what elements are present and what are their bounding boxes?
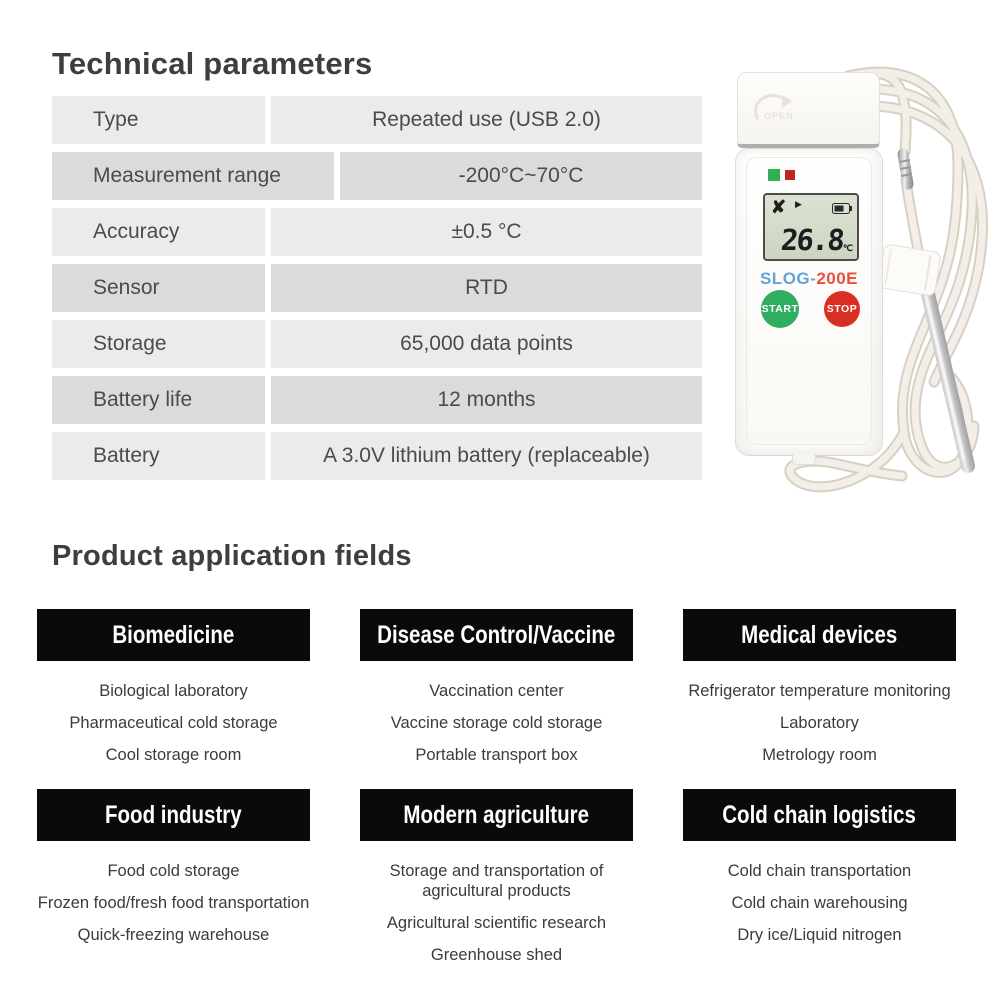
category-item: Frozen food/fresh food transportation (37, 894, 310, 912)
category-medical-devices (683, 609, 956, 789)
category-item: Agricultural scientific research (386, 914, 607, 932)
play-icon: ▶ (795, 199, 802, 209)
cable-sleeve-band (878, 244, 941, 296)
category-item: Pharmaceutical cold storage (69, 714, 278, 732)
spec-row (52, 152, 702, 200)
category-item: Cold chain transportation (727, 862, 912, 880)
category-list (37, 675, 310, 771)
spec-value: RTD (271, 264, 702, 312)
category-item: Greenhouse shed (430, 946, 563, 964)
application-fields-grid (37, 609, 956, 971)
model-label (736, 269, 882, 289)
temperature-unit: ℃ (842, 243, 853, 253)
category-list (683, 675, 956, 771)
model-suffix: 200E (816, 269, 859, 288)
category-food-industry (37, 789, 310, 971)
spec-label: Type (52, 96, 265, 144)
category-item: Metrology room (762, 746, 877, 764)
spec-label: Accuracy (52, 208, 265, 256)
start-button: START (761, 290, 799, 328)
category-cold-chain-logistics (683, 789, 956, 971)
category-item: Portable transport box (415, 746, 578, 764)
device-body (735, 148, 883, 456)
battery-icon (832, 201, 852, 219)
spec-row (52, 208, 702, 256)
spec-label: Storage (52, 320, 265, 368)
category-header: Disease Control/Vaccine (360, 609, 633, 661)
lcd-display (763, 193, 859, 261)
category-item: Cold chain warehousing (731, 894, 908, 912)
spec-value: -200°C~70°C (340, 152, 702, 200)
category-item: Storage and transportation of agricultural products (389, 862, 604, 900)
category-header: Medical devices (683, 609, 956, 661)
open-arrow-icon (752, 89, 798, 125)
category-list (37, 855, 310, 951)
category-item: Refrigerator temperature monitoring (688, 682, 951, 700)
green-indicator-led (768, 169, 780, 181)
spec-row (52, 320, 702, 368)
category-biomedicine (37, 609, 310, 789)
category-item: Dry ice/Liquid nitrogen (737, 926, 902, 944)
stop-button: STOP (824, 291, 860, 327)
category-header: Biomedicine (37, 609, 310, 661)
model-prefix: SLOG- (759, 269, 817, 288)
category-header: Modern agriculture (360, 789, 633, 841)
category-item: Vaccine storage cold storage (390, 714, 603, 732)
spec-label: Sensor (52, 264, 265, 312)
spec-value: 12 months (271, 376, 702, 424)
app-section-title: Product application fields (52, 540, 412, 572)
category-item: Laboratory (780, 714, 859, 732)
category-modern-agriculture (360, 789, 633, 971)
record-icon: ✘ (771, 197, 787, 217)
spec-row (52, 376, 702, 424)
tech-parameters-table (52, 96, 702, 488)
spec-value: A 3.0V lithium battery (replaceable) (271, 432, 702, 480)
tech-section-title: Technical parameters (52, 46, 373, 81)
data-logger-product-photo (700, 60, 1000, 520)
spec-label: Measurement range (52, 152, 334, 200)
category-header: Food industry (37, 789, 310, 841)
spec-value: ±0.5 °C (271, 208, 702, 256)
spec-row (52, 432, 702, 480)
category-list (360, 855, 633, 971)
spec-value: 65,000 data points (271, 320, 702, 368)
category-item: Vaccination center (429, 682, 564, 700)
device-cap (737, 72, 880, 148)
spec-label: Battery life (52, 376, 265, 424)
category-item: Biological laboratory (99, 682, 248, 700)
temperature-reading: 26.8 (779, 223, 845, 257)
cable-exit-nub (792, 454, 816, 465)
category-list (683, 855, 956, 951)
spec-value: Repeated use (USB 2.0) (271, 96, 702, 144)
open-label: OPEN (764, 111, 794, 121)
category-item: Cool storage room (105, 746, 242, 764)
category-item: Quick-freezing warehouse (77, 926, 270, 944)
category-header: Cold chain logistics (683, 789, 956, 841)
spec-row (52, 96, 702, 144)
category-list (360, 675, 633, 771)
red-indicator-led (785, 170, 795, 180)
category-disease-control-vaccine (360, 609, 633, 789)
category-item: Food cold storage (107, 862, 240, 880)
spec-row (52, 264, 702, 312)
spec-label: Battery (52, 432, 265, 480)
